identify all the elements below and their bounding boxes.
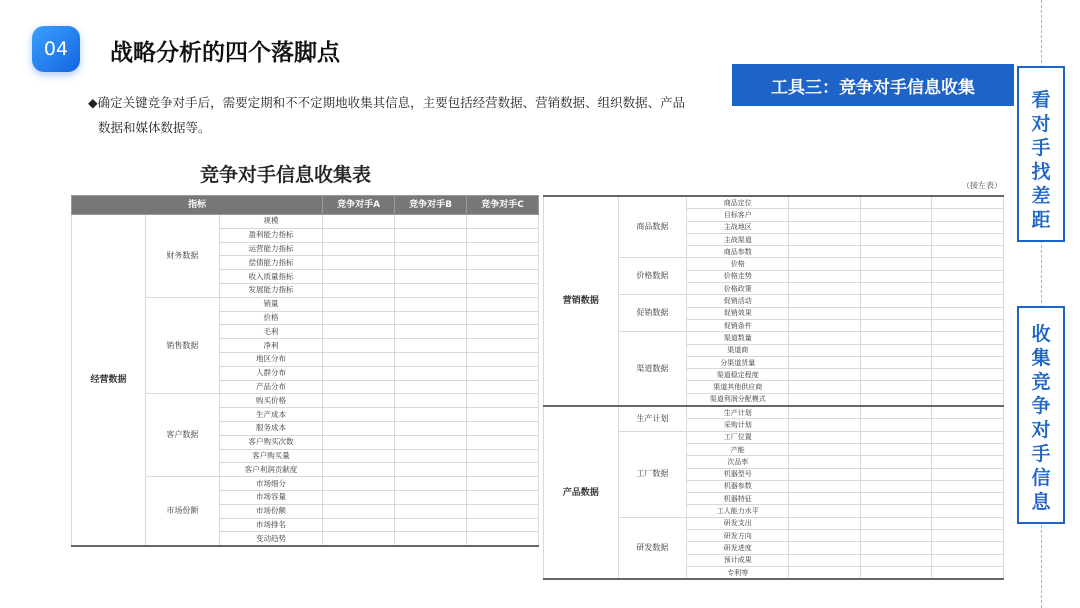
empty-cell: [395, 463, 467, 477]
empty-cell: [932, 456, 1004, 468]
empty-cell: [467, 256, 539, 270]
table-title: 竞争对手信息收集表: [200, 164, 372, 186]
side-box-collect-info: [1017, 306, 1065, 524]
empty-cell: [932, 554, 1004, 566]
item-cell: 生产计划: [687, 406, 789, 419]
item-cell: 采购计划: [687, 419, 789, 431]
group-cell: 促销数据: [618, 295, 687, 332]
description: [88, 90, 748, 140]
item-cell: 市场容量: [219, 490, 322, 504]
empty-cell: [860, 542, 932, 554]
category-cell: 经营数据: [72, 215, 146, 547]
empty-cell: [860, 468, 932, 480]
item-cell: 促销活动: [687, 295, 789, 307]
empty-cell: [323, 532, 395, 546]
empty-cell: [467, 339, 539, 353]
item-cell: 工厂位置: [687, 431, 789, 443]
empty-cell: [323, 311, 395, 325]
item-cell: 生产成本: [219, 408, 322, 422]
group-cell: 销售数据: [145, 297, 219, 394]
empty-cell: [932, 270, 1004, 282]
item-cell: 市场细分: [219, 477, 322, 491]
empty-cell: [789, 209, 861, 221]
empty-cell: [932, 356, 1004, 368]
empty-cell: [395, 283, 467, 297]
empty-cell: [932, 406, 1004, 419]
empty-cell: [395, 325, 467, 339]
item-cell: 次品率: [687, 456, 789, 468]
item-cell: 促销效果: [687, 307, 789, 319]
side-box1-char: 差: [1031, 185, 1051, 207]
empty-cell: [467, 463, 539, 477]
empty-cell: [323, 352, 395, 366]
table-header-row: [72, 196, 539, 215]
side-box2-char: 争: [1031, 395, 1051, 417]
continued-note: （接左表）: [962, 181, 1002, 190]
empty-cell: [323, 408, 395, 422]
group-cell: 生产计划: [618, 406, 687, 431]
empty-cell: [789, 431, 861, 443]
left-info-table: [71, 195, 539, 547]
item-cell: 渠道利润分配模式: [687, 393, 789, 406]
empty-cell: [395, 408, 467, 422]
item-cell: 机器型号: [687, 468, 789, 480]
empty-cell: [323, 283, 395, 297]
side-box1-char: 手: [1031, 137, 1051, 159]
item-cell: 市场排名: [219, 518, 322, 532]
empty-cell: [860, 332, 932, 344]
group-cell: 市场份额: [145, 477, 219, 546]
empty-cell: [323, 325, 395, 339]
item-cell: 价格走势: [687, 270, 789, 282]
empty-cell: [323, 366, 395, 380]
item-cell: 预计成果: [687, 554, 789, 566]
empty-cell: [932, 542, 1004, 554]
page-title: 战略分析的四个落脚点: [110, 40, 340, 66]
empty-cell: [932, 419, 1004, 431]
empty-cell: [860, 505, 932, 517]
side-box-see-gap: [1017, 66, 1065, 242]
empty-cell: [860, 493, 932, 505]
empty-cell: [932, 431, 1004, 443]
item-cell: 购买价格: [219, 394, 322, 408]
header-competitor: 竞争对手B: [395, 196, 467, 215]
empty-cell: [860, 517, 932, 529]
item-cell: 专利等: [687, 566, 789, 579]
item-cell: 主战地区: [687, 221, 789, 233]
empty-cell: [467, 408, 539, 422]
empty-cell: [323, 339, 395, 353]
empty-cell: [323, 270, 395, 284]
empty-cell: [467, 228, 539, 242]
item-cell: 变动趋势: [219, 532, 322, 546]
empty-cell: [789, 356, 861, 368]
empty-cell: [932, 443, 1004, 455]
group-cell: 财务数据: [145, 215, 219, 298]
empty-cell: [789, 270, 861, 282]
empty-cell: [932, 295, 1004, 307]
empty-cell: [467, 490, 539, 504]
section-number-badge: 04: [32, 26, 80, 72]
empty-cell: [467, 477, 539, 491]
table-row: [544, 196, 1004, 209]
item-cell: 人群分布: [219, 366, 322, 380]
empty-cell: [323, 477, 395, 491]
empty-cell: [860, 258, 932, 270]
empty-cell: [860, 431, 932, 443]
empty-cell: [395, 228, 467, 242]
empty-cell: [323, 297, 395, 311]
empty-cell: [860, 233, 932, 245]
empty-cell: [860, 221, 932, 233]
empty-cell: [395, 380, 467, 394]
empty-cell: [860, 480, 932, 492]
empty-cell: [789, 542, 861, 554]
item-cell: 研发方向: [687, 530, 789, 542]
item-cell: 价格: [687, 258, 789, 270]
empty-cell: [789, 468, 861, 480]
item-cell: 产能: [687, 443, 789, 455]
empty-cell: [467, 504, 539, 518]
empty-cell: [323, 242, 395, 256]
empty-cell: [860, 530, 932, 542]
empty-cell: [789, 283, 861, 295]
item-cell: 客户购买量: [219, 449, 322, 463]
item-cell: 服务成本: [219, 421, 322, 435]
empty-cell: [789, 344, 861, 356]
side-box1-char: 看: [1031, 89, 1051, 111]
header-competitor: 竞争对手A: [323, 196, 395, 215]
empty-cell: [860, 456, 932, 468]
empty-cell: [395, 504, 467, 518]
empty-cell: [323, 256, 395, 270]
side-box1-char: 距: [1031, 209, 1051, 231]
empty-cell: [789, 246, 861, 258]
empty-cell: [789, 456, 861, 468]
side-box1-char: 对: [1031, 113, 1051, 135]
item-cell: 研发支出: [687, 517, 789, 529]
side-box2-char: 手: [1031, 443, 1051, 465]
side-box2-char: 对: [1031, 419, 1051, 441]
empty-cell: [789, 480, 861, 492]
group-cell: 研发数据: [618, 517, 687, 579]
tool-title-banner: 工具三：竞争对手信息收集: [732, 64, 1014, 106]
empty-cell: [789, 258, 861, 270]
empty-cell: [932, 221, 1004, 233]
empty-cell: [789, 443, 861, 455]
empty-cell: [789, 517, 861, 529]
empty-cell: [323, 449, 395, 463]
empty-cell: [467, 297, 539, 311]
category-cell: 产品数据: [544, 406, 619, 579]
table-row: [72, 215, 539, 229]
empty-cell: [860, 419, 932, 431]
empty-cell: [789, 530, 861, 542]
item-cell: 客户利润贡献度: [219, 463, 322, 477]
empty-cell: [860, 369, 932, 381]
group-cell: 工厂数据: [618, 431, 687, 517]
side-box2-char: 息: [1031, 491, 1051, 513]
item-cell: 盈利能力指标: [219, 228, 322, 242]
empty-cell: [860, 566, 932, 579]
empty-cell: [323, 490, 395, 504]
item-cell: 偿债能力指标: [219, 256, 322, 270]
empty-cell: [467, 449, 539, 463]
side-box1-char: 找: [1031, 161, 1051, 183]
item-cell: 商品参数: [687, 246, 789, 258]
empty-cell: [395, 449, 467, 463]
category-cell: 营销数据: [544, 196, 619, 406]
item-cell: 渠道数量: [687, 332, 789, 344]
empty-cell: [932, 369, 1004, 381]
empty-cell: [860, 393, 932, 406]
empty-cell: [467, 283, 539, 297]
empty-cell: [789, 319, 861, 331]
header-indicator: 指标: [72, 196, 323, 215]
empty-cell: [789, 196, 861, 209]
empty-cell: [860, 443, 932, 455]
header-competitor: 竞争对手C: [467, 196, 539, 215]
empty-cell: [395, 477, 467, 491]
empty-cell: [789, 393, 861, 406]
empty-cell: [323, 435, 395, 449]
empty-cell: [467, 352, 539, 366]
item-cell: 机器特征: [687, 493, 789, 505]
item-cell: 研发进度: [687, 542, 789, 554]
empty-cell: [932, 505, 1004, 517]
item-cell: 目标客户: [687, 209, 789, 221]
empty-cell: [860, 381, 932, 393]
empty-cell: [395, 490, 467, 504]
item-cell: 促销条件: [687, 319, 789, 331]
description-line-2: 数据和媒体数据等。: [98, 120, 211, 135]
empty-cell: [467, 311, 539, 325]
empty-cell: [395, 366, 467, 380]
empty-cell: [467, 394, 539, 408]
empty-cell: [932, 493, 1004, 505]
side-box2-char: 竞: [1031, 371, 1051, 393]
empty-cell: [395, 518, 467, 532]
empty-cell: [932, 566, 1004, 579]
empty-cell: [789, 369, 861, 381]
empty-cell: [323, 215, 395, 229]
item-cell: 机器参数: [687, 480, 789, 492]
empty-cell: [932, 319, 1004, 331]
empty-cell: [860, 283, 932, 295]
group-cell: 客户数据: [145, 394, 219, 477]
item-cell: 渠道稳定程度: [687, 369, 789, 381]
item-cell: 产品分布: [219, 380, 322, 394]
empty-cell: [932, 381, 1004, 393]
item-cell: 主战渠道: [687, 233, 789, 245]
group-cell: 商品数据: [618, 196, 687, 258]
item-cell: 运营能力指标: [219, 242, 322, 256]
empty-cell: [323, 421, 395, 435]
empty-cell: [932, 246, 1004, 258]
item-cell: 毛利: [219, 325, 322, 339]
empty-cell: [467, 325, 539, 339]
empty-cell: [467, 270, 539, 284]
empty-cell: [323, 228, 395, 242]
empty-cell: [789, 566, 861, 579]
empty-cell: [789, 233, 861, 245]
empty-cell: [860, 319, 932, 331]
empty-cell: [395, 256, 467, 270]
empty-cell: [932, 233, 1004, 245]
empty-cell: [395, 532, 467, 546]
empty-cell: [395, 215, 467, 229]
item-cell: 渠道商: [687, 344, 789, 356]
empty-cell: [860, 554, 932, 566]
item-cell: 发展能力指标: [219, 283, 322, 297]
empty-cell: [789, 221, 861, 233]
empty-cell: [789, 406, 861, 419]
empty-cell: [395, 242, 467, 256]
empty-cell: [395, 270, 467, 284]
empty-cell: [467, 435, 539, 449]
empty-cell: [932, 468, 1004, 480]
item-cell: 分渠道货量: [687, 356, 789, 368]
empty-cell: [932, 258, 1004, 270]
empty-cell: [323, 394, 395, 408]
empty-cell: [789, 493, 861, 505]
item-cell: 价格: [219, 311, 322, 325]
empty-cell: [932, 480, 1004, 492]
item-cell: 工人能力水平: [687, 505, 789, 517]
empty-cell: [395, 435, 467, 449]
right-info-table: [543, 195, 1004, 580]
side-box2-char: 收: [1031, 323, 1051, 345]
empty-cell: [323, 504, 395, 518]
empty-cell: [932, 307, 1004, 319]
empty-cell: [789, 554, 861, 566]
empty-cell: [932, 283, 1004, 295]
empty-cell: [395, 311, 467, 325]
empty-cell: [932, 332, 1004, 344]
item-cell: 收入质量指标: [219, 270, 322, 284]
empty-cell: [789, 332, 861, 344]
item-cell: 价格政策: [687, 283, 789, 295]
empty-cell: [467, 532, 539, 546]
item-cell: 规模: [219, 215, 322, 229]
item-cell: 地区分布: [219, 352, 322, 366]
empty-cell: [932, 344, 1004, 356]
empty-cell: [932, 517, 1004, 529]
empty-cell: [467, 366, 539, 380]
empty-cell: [789, 307, 861, 319]
empty-cell: [323, 518, 395, 532]
empty-cell: [789, 419, 861, 431]
empty-cell: [860, 295, 932, 307]
group-cell: 价格数据: [618, 258, 687, 295]
empty-cell: [395, 394, 467, 408]
description-line-1: ◆确定关键竞争对手后，需要定期和不不定期地收集其信息，主要包括经营数据、营销数据、组织数据、产品: [88, 95, 686, 110]
empty-cell: [467, 518, 539, 532]
side-box2-char: 集: [1031, 347, 1051, 369]
empty-cell: [467, 380, 539, 394]
side-box2-char: 信: [1031, 467, 1051, 489]
empty-cell: [395, 421, 467, 435]
empty-cell: [932, 393, 1004, 406]
empty-cell: [860, 196, 932, 209]
empty-cell: [789, 381, 861, 393]
empty-cell: [860, 344, 932, 356]
empty-cell: [860, 307, 932, 319]
empty-cell: [395, 297, 467, 311]
empty-cell: [323, 463, 395, 477]
empty-cell: [323, 380, 395, 394]
item-cell: 客户购买次数: [219, 435, 322, 449]
empty-cell: [860, 270, 932, 282]
item-cell: 净利: [219, 339, 322, 353]
item-cell: 商品定位: [687, 196, 789, 209]
item-cell: 渠道其他供应商: [687, 381, 789, 393]
empty-cell: [467, 215, 539, 229]
item-cell: 市场份额: [219, 504, 322, 518]
table-row: [544, 406, 1004, 419]
empty-cell: [932, 530, 1004, 542]
empty-cell: [789, 295, 861, 307]
empty-cell: [932, 209, 1004, 221]
empty-cell: [395, 352, 467, 366]
empty-cell: [932, 196, 1004, 209]
empty-cell: [860, 406, 932, 419]
empty-cell: [467, 242, 539, 256]
empty-cell: [789, 505, 861, 517]
empty-cell: [395, 339, 467, 353]
empty-cell: [860, 246, 932, 258]
group-cell: 渠道数据: [618, 332, 687, 406]
empty-cell: [860, 356, 932, 368]
item-cell: 销量: [219, 297, 322, 311]
empty-cell: [860, 209, 932, 221]
empty-cell: [467, 421, 539, 435]
